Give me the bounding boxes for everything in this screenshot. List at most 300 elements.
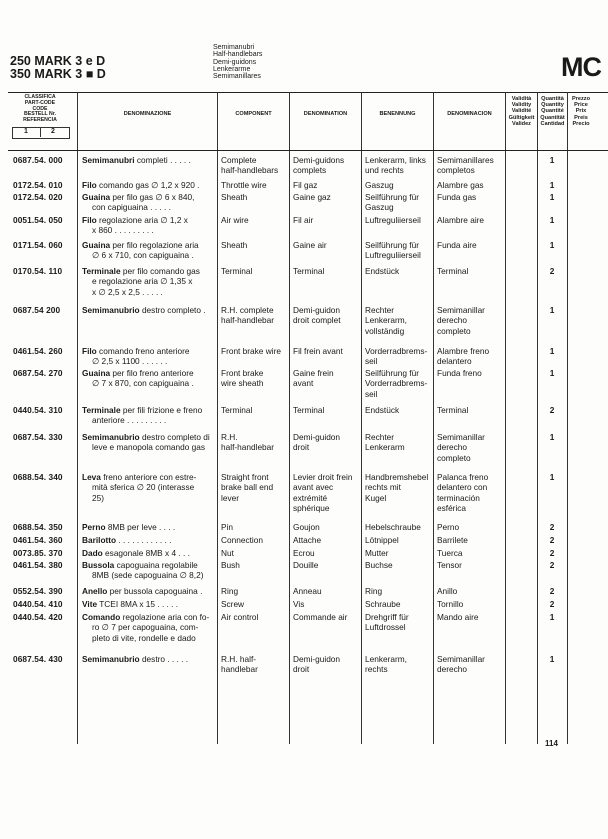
code-header-line: REFERENCIA xyxy=(23,117,57,124)
column-divider xyxy=(567,92,568,744)
description-es-line: Semimanillares xyxy=(437,155,494,165)
description-it-keyword: Semimanubri xyxy=(82,155,135,165)
description-en xyxy=(221,599,244,609)
description-it-text: esagonale 8MB x 4 . . . xyxy=(102,548,190,558)
column-divider xyxy=(433,92,434,744)
description-en xyxy=(221,155,278,176)
quantity: 1 xyxy=(549,240,555,250)
description-it-keyword: Dado xyxy=(82,548,103,558)
description-en xyxy=(221,612,258,622)
description-en-line: Bush xyxy=(221,560,240,570)
description-it-line xyxy=(82,432,210,442)
quantity: 1 xyxy=(549,612,555,622)
description-es xyxy=(437,472,488,514)
description-de-line: Vorderradbrems- xyxy=(365,378,428,389)
description-fr-line: droit xyxy=(293,442,310,453)
description-es-line: derecho xyxy=(437,315,467,326)
description-it-line xyxy=(82,472,196,482)
description-fr xyxy=(293,432,340,453)
description-es xyxy=(437,535,468,545)
description-es xyxy=(437,155,494,176)
part-code: 0171.54. 060 xyxy=(13,240,63,250)
price-header-line: Price xyxy=(574,102,588,109)
description-fr-line: Douille xyxy=(293,560,319,570)
description-fr xyxy=(293,215,313,225)
description-en-line: Throttle wire xyxy=(221,180,267,190)
description-de xyxy=(365,266,399,276)
quantity-header-line: Quantität xyxy=(540,114,565,121)
description-it-text: mità sferica ∅ 20 (interasse xyxy=(92,482,195,493)
description-it xyxy=(82,215,188,236)
description-it-line xyxy=(82,240,199,250)
description-it-text: 8MB (sede capoguaina ∅ 8,2) xyxy=(92,570,204,581)
validity-header-line: Gültigkeit xyxy=(508,114,535,121)
quantity-header-line: Quantity xyxy=(541,102,564,109)
description-en xyxy=(221,548,234,558)
code-header-line: PART-CODE xyxy=(24,99,56,106)
description-fr-line: Fil gaz xyxy=(293,180,318,190)
description-de-line: Handbremshebel xyxy=(365,472,429,482)
part-code: 0688.54. 340 xyxy=(13,472,63,482)
description-de-line: Lötnippel xyxy=(365,535,399,545)
description-es-line: Tensor xyxy=(437,560,462,570)
quantity: 2 xyxy=(549,535,555,545)
description-de-line: rechts mit xyxy=(365,482,401,493)
description-it-line xyxy=(82,622,209,632)
description-it-line xyxy=(82,192,194,202)
description-it-line xyxy=(82,570,203,580)
description-it-line xyxy=(82,346,189,356)
description-es-line: Funda freno xyxy=(437,368,482,378)
description-it-text: comando freno anteriore xyxy=(96,346,190,356)
description-de-line: Ring xyxy=(365,586,383,596)
description-it-text: x ∅ 2,5 x 2,5 . . . . . xyxy=(92,286,163,297)
description-it xyxy=(82,599,178,609)
description-it-text: ro ∅ 7 per capoguaina, com- xyxy=(92,622,199,633)
description-it-text: freno anteriore con estre- xyxy=(100,472,197,482)
description-it-line xyxy=(82,155,191,165)
description-de-line: Seilführung für xyxy=(365,192,419,202)
description-fr xyxy=(293,560,318,570)
description-fr xyxy=(293,155,344,176)
quantity: 1 xyxy=(549,472,555,482)
quantity: 2 xyxy=(549,522,555,532)
description-fr-line: extrémité xyxy=(293,492,328,503)
quantity-header-line: Cantidad xyxy=(540,120,565,127)
description-en xyxy=(221,192,247,202)
validity-column-header xyxy=(506,96,537,127)
description-en-line: Sheath xyxy=(221,240,248,250)
description-en xyxy=(221,432,274,453)
quantity: 2 xyxy=(549,548,555,558)
quantity: 1 xyxy=(549,192,555,202)
description-it-line xyxy=(82,287,200,297)
description-de xyxy=(365,240,421,261)
description-fr xyxy=(293,405,324,415)
quantity: 2 xyxy=(549,266,555,276)
description-de xyxy=(365,612,409,633)
section-titles xyxy=(213,44,262,80)
quantity: 1 xyxy=(549,155,555,165)
description-it-line xyxy=(82,535,171,545)
description-es-line: completo xyxy=(437,325,471,336)
part-code: 0461.54. 260 xyxy=(13,346,63,356)
column-divider xyxy=(217,92,218,744)
part-code: 0687.54. 270 xyxy=(13,368,63,378)
description-en xyxy=(221,346,281,356)
description-en-line: wire sheath xyxy=(221,378,264,389)
brand-mark: MC xyxy=(561,52,601,82)
description-fr-line: Commande air xyxy=(293,612,348,622)
description-fr-line: Levier droit frein xyxy=(293,472,353,482)
description-es-line: Tornillo xyxy=(437,599,464,609)
description-fr xyxy=(293,472,353,514)
description-fr-line: avant xyxy=(293,378,314,389)
model-list xyxy=(10,55,106,81)
description-es xyxy=(437,346,489,367)
description-es-line: Barrilete xyxy=(437,535,468,545)
description-de-line: Endstück xyxy=(365,405,400,415)
quantity: 1 xyxy=(549,654,555,664)
description-fr xyxy=(293,346,343,356)
description-en xyxy=(221,240,247,250)
description-it-keyword: Terminale xyxy=(82,266,121,276)
description-it-text: ∅ 2,5 x 1100 . . . . . . xyxy=(92,356,168,367)
description-it-keyword: Barilotto xyxy=(82,535,117,545)
description-it-text: destro completo . xyxy=(139,305,206,315)
description-it xyxy=(82,266,200,297)
description-fr-line: Gaine gaz xyxy=(293,192,331,202)
description-en-line: brake ball end xyxy=(221,482,274,493)
code-subcolumn-2: 2 xyxy=(51,128,55,135)
description-en xyxy=(221,522,233,532)
description-it-line xyxy=(82,599,178,609)
description-de xyxy=(365,654,407,675)
description-fr-line: Anneau xyxy=(293,586,322,596)
description-de-line: Lenkerarm, xyxy=(365,654,407,664)
header-rule xyxy=(8,150,608,151)
description-en xyxy=(221,405,252,415)
part-code: 0687.54. 430 xyxy=(13,654,63,664)
description-fr xyxy=(293,180,317,190)
description-de-line: Lenkerarm, xyxy=(365,315,407,326)
description-fr-line: Gaine frein xyxy=(293,368,334,378)
description-es-line: Semimanillar xyxy=(437,305,485,315)
quantity: 1 xyxy=(549,305,555,315)
description-de xyxy=(365,548,389,558)
description-de-line: Mutter xyxy=(365,548,389,558)
description-fr xyxy=(293,586,322,596)
description-it-line xyxy=(82,612,209,622)
description-it-text: con capiguaina . . . . . xyxy=(92,202,171,213)
quantity: 2 xyxy=(549,560,555,570)
description-fr-line: Vis xyxy=(293,599,305,609)
description-it-keyword: Leva xyxy=(82,472,101,482)
quantity: 2 xyxy=(549,599,555,609)
description-it-keyword: Guaina xyxy=(82,192,111,202)
description-it-line xyxy=(82,225,188,235)
description-fr xyxy=(293,654,340,675)
price-column-header xyxy=(567,96,595,127)
description-es-line: Semimanillar xyxy=(437,654,485,664)
description-en xyxy=(221,305,274,326)
description-it-line xyxy=(82,202,194,212)
description-de xyxy=(365,305,407,336)
description-en-line: Sheath xyxy=(221,192,248,202)
italian-column-header: DENOMINAZIONE xyxy=(123,111,172,117)
quantity: 1 xyxy=(549,346,555,356)
description-en-line: half-handlebars xyxy=(221,165,279,176)
description-de-line: Kugel xyxy=(365,492,387,503)
description-fr xyxy=(293,612,347,622)
quantity: 2 xyxy=(549,586,555,596)
description-de-line: Luftreguliierseil xyxy=(365,215,421,225)
description-it-line xyxy=(82,215,188,225)
part-code: 0440.54. 420 xyxy=(13,612,63,622)
description-fr xyxy=(293,192,331,202)
model-line-1: 250 MARK 3 e D xyxy=(10,54,106,68)
description-de-line: Luftreguliierseil xyxy=(365,250,421,261)
code-header-line: CLASSIFICA xyxy=(24,94,56,100)
description-de-line: Seilführung für xyxy=(365,240,419,250)
validity-header-line: Validità xyxy=(511,96,532,102)
description-fr xyxy=(293,522,320,532)
description-it-line xyxy=(82,493,196,503)
description-de-line: Luftdrossel xyxy=(365,622,406,633)
column-divider xyxy=(289,92,290,744)
description-it xyxy=(82,560,203,581)
description-it-keyword: Semimanubrio xyxy=(82,305,140,315)
code-header-line: BESTELL Nr. xyxy=(24,111,56,118)
description-it xyxy=(82,586,202,596)
description-es-line: delantero xyxy=(437,356,472,367)
description-it-line xyxy=(82,442,210,452)
description-it-keyword: Vite xyxy=(82,599,98,609)
description-en xyxy=(221,472,273,503)
description-fr-line: Demi-guidons xyxy=(293,155,345,165)
description-es xyxy=(437,560,462,570)
description-it-keyword: Perno xyxy=(82,522,106,532)
part-code: 0440.54. 310 xyxy=(13,405,63,415)
code-header-line: CODE xyxy=(32,105,48,112)
description-it-text: anteriore . . . . . . . . . xyxy=(92,415,167,426)
description-it-text: TCEI 8MA x 15 . . . . . xyxy=(97,599,179,609)
description-it-text: destro completo di xyxy=(139,432,210,442)
section-title-de: Lenkerarme xyxy=(213,65,251,73)
part-code: 0687.54. 330 xyxy=(13,432,63,442)
description-en xyxy=(221,266,252,276)
part-code: 0687.54. 000 xyxy=(13,155,63,165)
description-it-text: per filo freno anteriore xyxy=(110,368,194,378)
description-it-text: 25) xyxy=(92,492,104,503)
description-de-line: seil xyxy=(365,356,378,367)
description-it-keyword: Guaina xyxy=(82,240,111,250)
description-de-line: Vorderradbrems- xyxy=(365,346,428,356)
description-de-line: Gaszug xyxy=(365,202,394,213)
description-it-line xyxy=(82,548,190,558)
page-number: 114 xyxy=(545,739,558,748)
description-fr xyxy=(293,266,324,276)
description-fr-line: droit xyxy=(293,664,310,675)
column-divider xyxy=(361,92,362,744)
description-es xyxy=(437,368,482,378)
description-de xyxy=(365,155,426,176)
part-code: 0172.54. 010 xyxy=(13,180,63,190)
description-it-line xyxy=(82,368,194,378)
description-de xyxy=(365,472,428,503)
description-it-line xyxy=(82,586,202,596)
description-es-line: Terminal xyxy=(437,405,469,415)
description-it xyxy=(82,548,190,558)
french-column-header: DENOMINATION xyxy=(303,111,348,117)
description-it-line xyxy=(82,405,202,415)
description-it-text: per bussola capoguaina . xyxy=(107,586,203,596)
description-es xyxy=(437,522,459,532)
description-de xyxy=(365,405,399,415)
description-en-line: half-handlebar xyxy=(221,315,275,326)
description-de xyxy=(365,432,405,453)
description-it-text: capoguaina regolabile xyxy=(114,560,198,570)
description-it-line xyxy=(82,482,196,492)
quantity-header-line: Quantità xyxy=(541,96,564,102)
price-header-line: Preis xyxy=(574,114,588,121)
part-code: 0461.54. 360 xyxy=(13,535,63,545)
description-fr-line: Terminal xyxy=(293,405,325,415)
description-es-line: esférica xyxy=(437,503,467,514)
description-it-line xyxy=(82,522,175,532)
description-de-line: Endstück xyxy=(365,266,400,276)
description-it-text: destro . . . . . xyxy=(139,654,189,664)
description-en xyxy=(221,535,263,545)
description-it xyxy=(82,535,171,545)
section-title-fr: Demi-guidons xyxy=(213,58,257,66)
description-en-line: Terminal xyxy=(221,405,253,415)
description-en-line: Pin xyxy=(221,522,233,532)
description-en xyxy=(221,368,263,389)
description-it-text: per fili frizione e freno xyxy=(120,405,203,415)
part-code: 0172.54. 020 xyxy=(13,192,63,202)
description-it-keyword: Anello xyxy=(82,586,108,596)
description-es-line: delantero con xyxy=(437,482,488,493)
part-code: 0552.54. 390 xyxy=(13,586,63,596)
description-en-line: Ring xyxy=(221,586,239,596)
description-de-line: Lenkerarm xyxy=(365,442,405,453)
quantity: 2 xyxy=(549,405,555,415)
description-en-line: R.H. complete xyxy=(221,305,274,315)
description-it-line xyxy=(82,415,202,425)
part-code: 0073.85. 370 xyxy=(13,548,63,558)
description-it-keyword: Semimanubrio xyxy=(82,654,140,664)
column-divider xyxy=(77,92,78,744)
description-it xyxy=(82,346,189,367)
description-de xyxy=(365,368,427,399)
description-es-line: completos xyxy=(437,165,475,176)
description-fr xyxy=(293,240,327,250)
description-en-line: Air control xyxy=(221,612,259,622)
description-en-line: Front brake wire xyxy=(221,346,281,356)
description-es-line: Mando aire xyxy=(437,612,479,622)
description-es-line: Perno xyxy=(437,522,460,532)
description-it-text: per filo regolazione aria xyxy=(110,240,199,250)
description-es-line: completo xyxy=(437,452,471,463)
description-it-keyword: Filo xyxy=(82,180,97,190)
description-de-line: Seilführung für xyxy=(365,368,419,378)
description-es-line: Funda gas xyxy=(437,192,477,202)
description-fr-line: complets xyxy=(293,165,327,176)
description-de-line: Hebelschraube xyxy=(365,522,421,532)
description-fr-line: Attache xyxy=(293,535,322,545)
description-en-line: half-handlebar xyxy=(221,442,275,453)
description-es xyxy=(437,586,457,596)
description-fr-line: Fil frein avant xyxy=(293,346,343,356)
description-fr-line: Fil air xyxy=(293,215,314,225)
description-de-line: Gaszug xyxy=(365,180,394,190)
description-it xyxy=(82,180,199,190)
description-it xyxy=(82,432,210,453)
section-title-es: Semimanillares xyxy=(213,73,261,81)
description-en-line: lever xyxy=(221,492,239,503)
part-code: 0461.54. 380 xyxy=(13,560,63,570)
description-es xyxy=(437,548,463,558)
part-code: 0170.54. 110 xyxy=(13,266,63,276)
description-it xyxy=(82,305,206,315)
description-es-line: Palanca freno xyxy=(437,472,489,482)
description-it-line xyxy=(82,560,203,570)
description-en-line: Screw xyxy=(221,599,245,609)
quantity-column-header xyxy=(538,96,567,127)
part-code: 0440.54. 410 xyxy=(13,599,63,609)
german-column-header: BENENNUNG xyxy=(379,111,416,117)
description-es xyxy=(437,432,485,463)
code-subcolumn-divider xyxy=(40,127,41,137)
description-en-line: Air wire xyxy=(221,215,249,225)
description-de xyxy=(365,586,382,596)
description-fr xyxy=(293,599,304,609)
description-es-line: Terminal xyxy=(437,266,469,276)
description-es-line: Alambre gas xyxy=(437,180,484,190)
description-es xyxy=(437,215,484,225)
quantity: 1 xyxy=(549,432,555,442)
description-fr-line: sphérique xyxy=(293,503,330,514)
description-es xyxy=(437,180,484,190)
description-de-line: Schraube xyxy=(365,599,401,609)
description-it-line xyxy=(82,266,200,276)
description-en xyxy=(221,560,240,570)
description-fr-line: Demi-guidon xyxy=(293,432,341,442)
part-code: 0687.54 200 xyxy=(13,305,61,315)
description-it-line xyxy=(82,654,188,664)
description-de xyxy=(365,535,399,545)
description-en-line: Straight front xyxy=(221,472,269,482)
description-en-line: Connection xyxy=(221,535,263,545)
description-de-line: Buchse xyxy=(365,560,393,570)
description-it-text: per filo comando gas xyxy=(120,266,200,276)
description-en-line: handlebar xyxy=(221,664,258,675)
description-it-text: regolazione aria con fo- xyxy=(120,612,210,622)
spanish-column-header: DENOMINACION xyxy=(447,111,492,117)
description-es-line: derecho xyxy=(437,664,467,675)
description-it xyxy=(82,368,194,389)
description-es xyxy=(437,240,477,250)
description-es-line: Funda aire xyxy=(437,240,477,250)
description-es xyxy=(437,612,479,622)
description-de-line: seil xyxy=(365,388,378,399)
description-de xyxy=(365,192,419,213)
description-de xyxy=(365,522,421,532)
description-de-line: Rechter xyxy=(365,432,395,442)
description-es xyxy=(437,266,468,276)
description-fr xyxy=(293,548,315,558)
